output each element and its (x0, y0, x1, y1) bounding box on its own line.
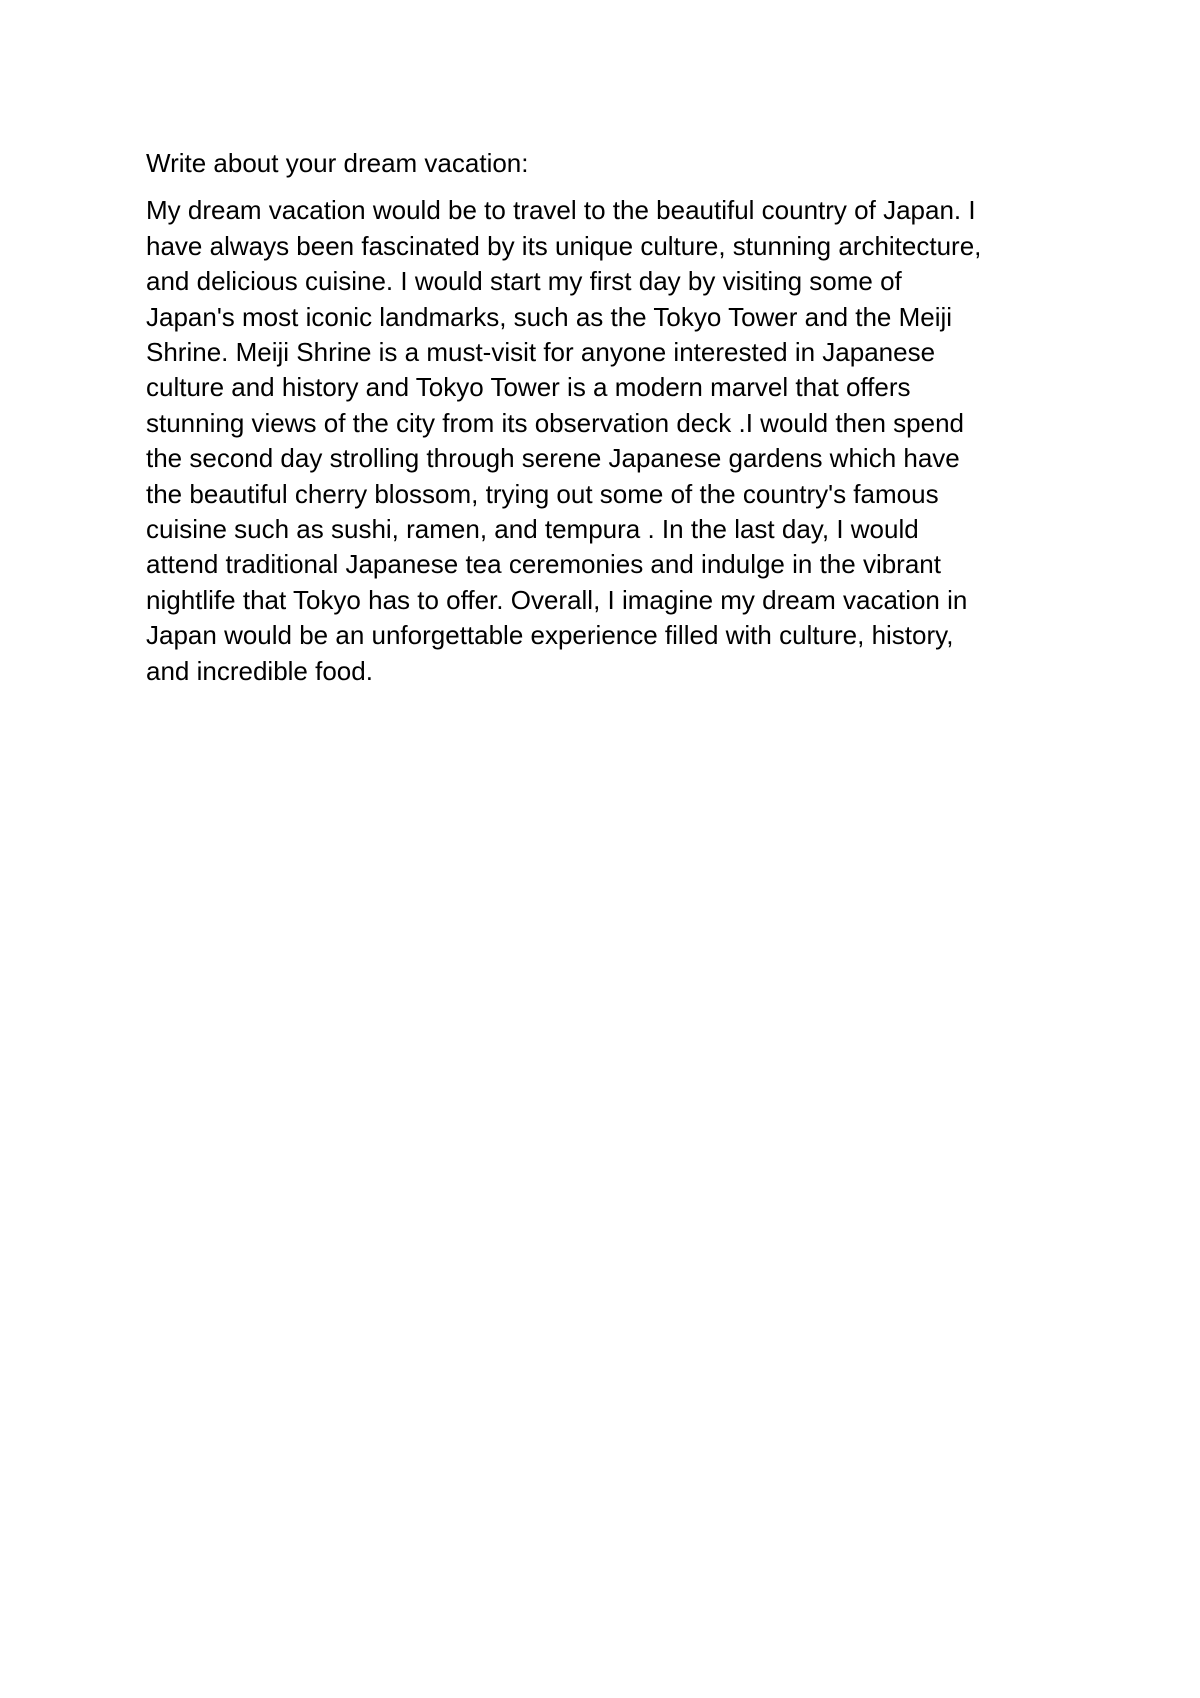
answer-line: My dream vacation would be to travel to the beautiful country of Japan. I (146, 195, 976, 226)
answer-line: Japan would be an unforgettable experience filled with culture, history, (146, 620, 954, 651)
answer-line: the second day strolling through serene Japanese gardens which have (146, 443, 960, 474)
document-content (146, 146, 1066, 689)
answer-line: attend traditional Japanese tea ceremonies and indulge in the vibrant (146, 549, 941, 580)
answer-line: nightlife that Tokyo has to offer. Overall, I imagine my dream vacation in (146, 584, 968, 615)
answer-line: stunning views of the city from its observation deck .I would then spend (146, 407, 964, 438)
answer-line: culture and history and Tokyo Tower is a modern marvel that offers (146, 372, 911, 403)
answer-line: and delicious cuisine. I would start my first day by visiting some of (146, 266, 902, 297)
answer-line: and incredible food. (146, 655, 373, 686)
prompt-heading: Write about your dream vacation: (146, 148, 529, 178)
answer-line: cuisine such as sushi, ramen, and tempura . In the last day, I would (146, 514, 919, 545)
answer-line: the beautiful cherry blossom, trying out some of the country's famous (146, 478, 939, 509)
answer-line: Shrine. Meiji Shrine is a must-visit for anyone interested in Japanese (146, 337, 936, 368)
answer-line: Japan's most iconic landmarks, such as the Tokyo Tower and the Meiji (146, 301, 953, 332)
answer-paragraph (146, 193, 1066, 689)
answer-line: have always been fascinated by its unique culture, stunning architecture, (146, 230, 982, 261)
